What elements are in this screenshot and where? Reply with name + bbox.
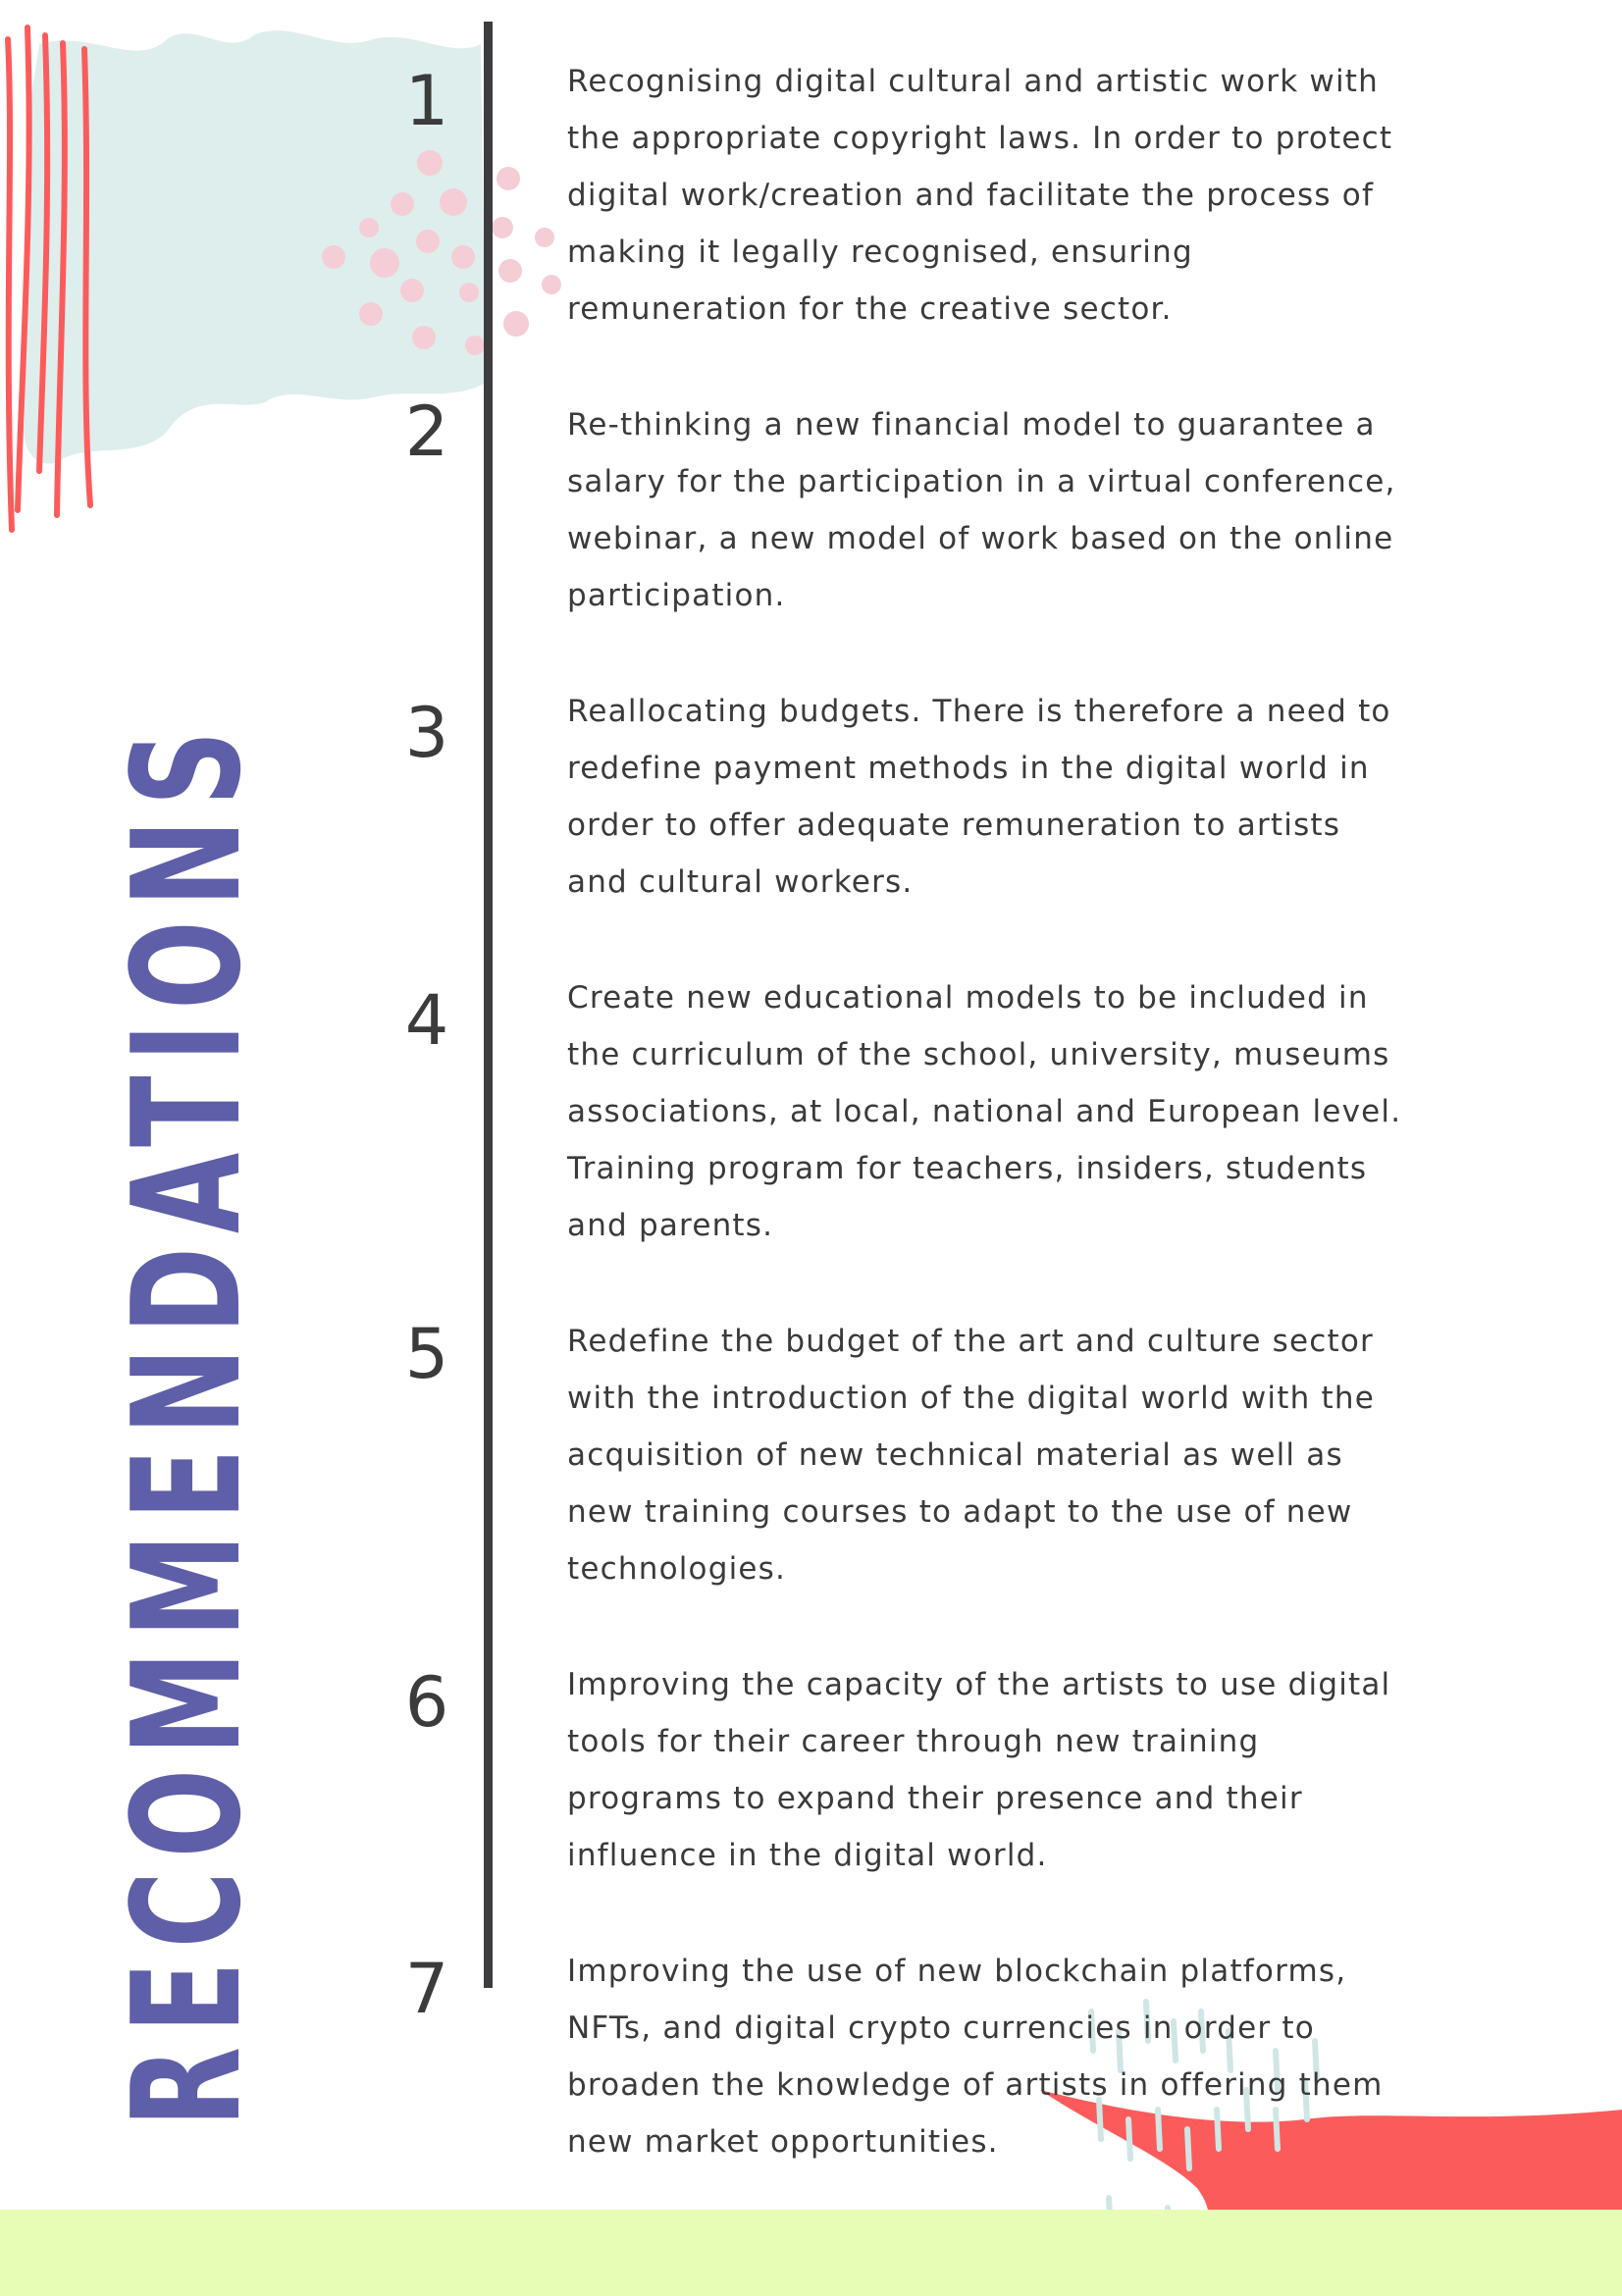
recommendation-text-6: Improving the capacity of the artists to use digital tools for their career through new training programs to expand their presence and their influence in the digital world. — [567, 1667, 1391, 1873]
timeline-line — [484, 22, 493, 1988]
recommendation-text-2: Re-thinking a new financial model to guarantee a salary for the participation in a virtual conference, webinar, a new model of work based on the online participation. — [567, 407, 1396, 613]
recommendation-text-5: Redefine the budget of the art and culture sector with the introduction of the digital world with the acquisition of new technical material as well as new training courses to adapt to the use of new technologies. — [567, 1324, 1375, 1587]
footer-band — [0, 2210, 1622, 2296]
recommendation-number-7: 7 — [404, 1949, 449, 2029]
recommendation-text-1: Recognising digital cultural and artistic work with the appropriate copyright laws. In order to protect digital work/creation and facilitate the process of making it legally recognised, ensuring remuneration for the creative sector. — [567, 64, 1393, 327]
recommendation-number-4: 4 — [404, 980, 449, 1061]
recommendation-text-7: Improving the use of new blockchain platforms, NFTs, and digital crypto currencies in order to broaden the knowledge of artists in offering them new market opportunities. — [567, 1954, 1384, 2160]
recommendation-text-4: Create new educational models to be included in the curriculum of the school, university, museums associations, at local, national and European level. Training program for teachers, insiders, students and parents. — [567, 980, 1402, 1243]
recommendation-number-5: 5 — [404, 1314, 449, 1394]
recommendation-number-1: 1 — [404, 61, 449, 141]
recommendation-text-3: Reallocating budgets. There is therefore a need to redefine payment methods in the digital world in order to offer adequate remuneration to artists and cultural workers. — [567, 694, 1391, 900]
page-title: RECOMMENDATIONS — [100, 716, 274, 2127]
recommendation-number-3: 3 — [404, 693, 449, 773]
recommendation-number-6: 6 — [404, 1662, 449, 1743]
recommendation-number-2: 2 — [404, 391, 449, 472]
